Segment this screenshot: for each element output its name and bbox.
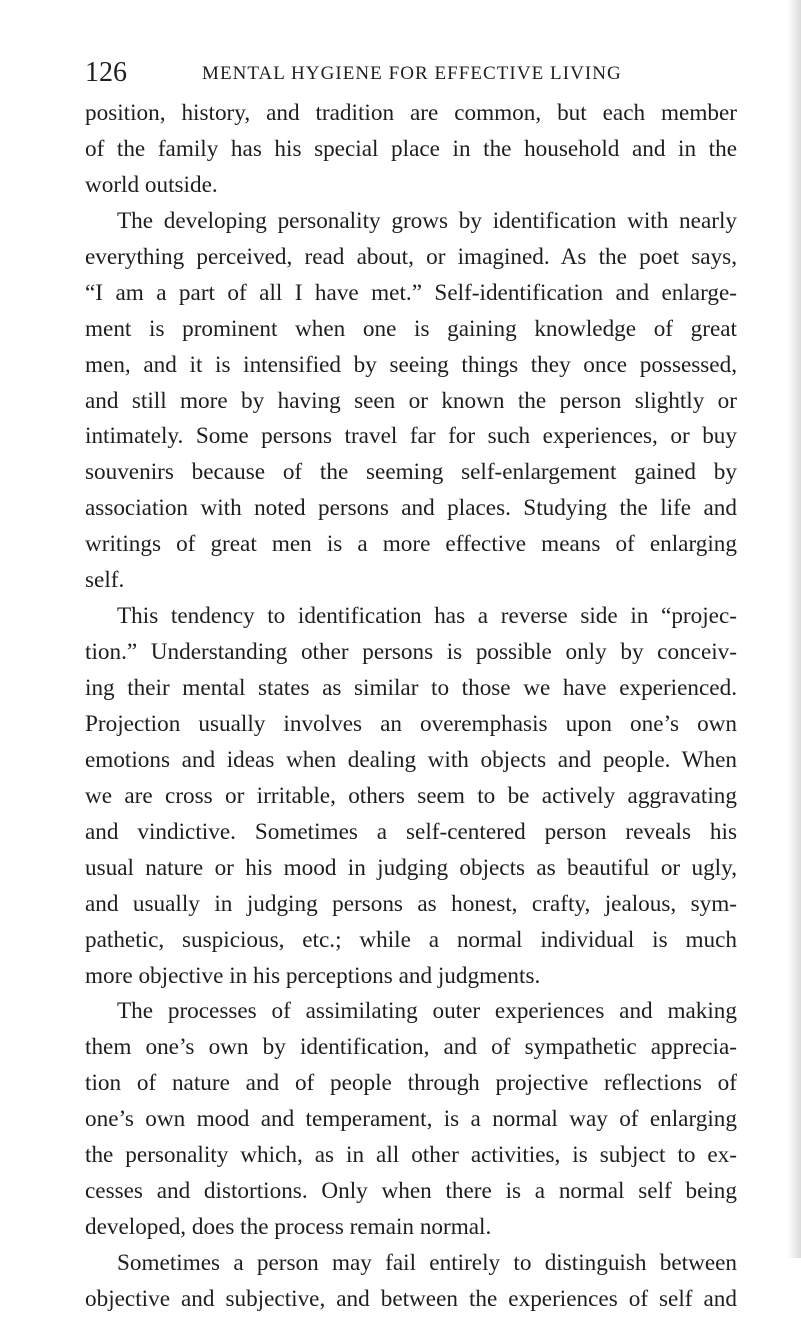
text-line: and still more by having seen or known the person slightly or [85,387,737,414]
text-line: ment is prominent when one is gaining knowledge of great [85,315,737,342]
text-line: usual nature or his mood in judging objects as beautiful or ugly, [85,854,737,881]
text-line: “I am a part of all I have met.” Self-identification and enlarge- [85,279,737,306]
text-line: world outside. [85,171,218,198]
page-header [85,58,737,88]
text-line: men, and it is intensified by seeing things they once possessed, [85,351,737,378]
text-line: position, history, and tradition are common, but each member [85,100,737,126]
text-line: cesses and distortions. Only when there is a normal self being [85,1178,737,1205]
text-line: This tendency to identification has a reverse side in “projec- [117,603,737,630]
text-line: tion of nature and of people through projective reflections of [85,1070,737,1097]
text-line: and usually in judging persons as honest, crafty, jealous, sym- [85,890,737,917]
text-line: souvenirs because of the seeming self-enlargement gained by [85,459,737,486]
text-line: tion.” Understanding other persons is possible only by conceiv- [85,639,737,666]
body-text [85,96,737,1318]
text-line: everything perceived, read about, or imagined. As the poet says, [85,243,737,270]
text-line: writings of great men is a more effective means of enlarging [85,531,737,558]
text-line: association with noted persons and places. Studying the life and [85,495,737,522]
text-line: them one’s own by identification, and of sympathetic apprecia- [85,1034,737,1061]
text-line: ing their mental states as similar to those we have experienced. [85,675,737,701]
page-edge-shadow [787,0,801,1258]
text-line: Sometimes a person may fail entirely to distinguish between [117,1250,737,1276]
text-line: intimately. Some persons travel far for such experiences, or buy [85,423,737,450]
text-line: developed, does the process remain normal. [85,1214,492,1241]
text-line: objective and subjective, and between the experiences of self and [85,1285,737,1312]
text-line: The developing personality grows by identification with nearly [117,207,737,234]
text-line: pathetic, suspicious, etc.; while a normal individual is much [85,926,737,953]
text-line: more objective in his perceptions and judgments. [85,962,541,989]
text-line: and vindictive. Sometimes a self-centered person reveals his [85,818,737,845]
running-head: MENTAL HYGIENE FOR EFFECTIVE LIVING [202,63,622,84]
text-line: The processes of assimilating outer experiences and making [117,998,737,1025]
text-line: self. [85,567,125,594]
text-line: emotions and ideas when dealing with objects and people. When [85,746,737,773]
text-line: the personality which, as in all other activities, is subject to ex- [85,1142,737,1169]
text-line: one’s own mood and temperament, is a normal way of enlarging [85,1106,737,1133]
text-line: we are cross or irritable, others seem to be actively aggravating [85,782,737,809]
text-line: Projection usually involves an overemphasis upon one’s own [85,710,737,737]
page-number: 126 [85,57,127,88]
text-line: of the family has his special place in the household and in the [85,135,737,162]
